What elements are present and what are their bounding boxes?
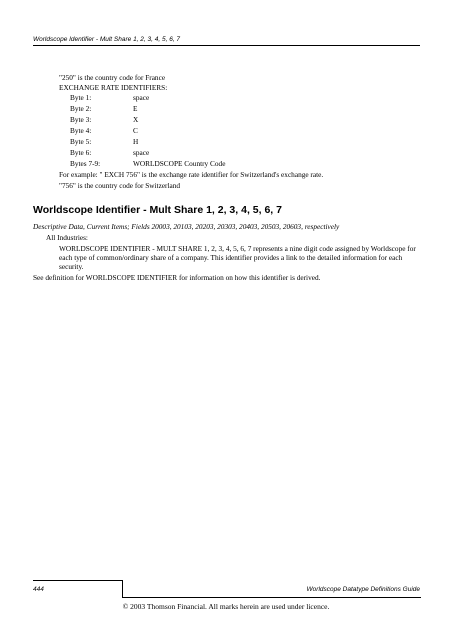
field-descriptor: Descriptive Data, Current Items; Fields 20003, 20103, 20203, 20303, 20403, 20503, 20603, respectively: [33, 222, 340, 231]
byte-label: Byte 3:: [70, 115, 92, 124]
byte-label: Byte 2:: [70, 104, 92, 113]
footer-rule: [122, 597, 421, 598]
byte-label: Byte 4:: [70, 126, 92, 135]
running-header: Worldscope Identifier - Mult Share 1, 2, 3, 4, 5, 6, 7: [33, 36, 181, 43]
copyright-notice: © 2003 Thomson Financial. All marks herein are used under licence.: [122, 602, 330, 611]
switzerland-code-note: "756" is the country code for Switzerland: [59, 181, 181, 190]
byte-label: Byte 6:: [70, 148, 92, 157]
industries-label: All Industries:: [46, 233, 88, 242]
exchange-rate-heading: EXCHANGE RATE IDENTIFIERS:: [59, 83, 168, 92]
byte-value: space: [133, 148, 150, 157]
byte-label: Byte 5:: [70, 137, 92, 146]
see-also-note: See definition for WORLDSCOPE IDENTIFIER for information on how this identifier is derived.: [33, 273, 321, 282]
byte-label: Bytes 7-9:: [70, 159, 101, 168]
france-code-note: "250" is the country code for France: [59, 73, 166, 82]
byte-value: H: [133, 137, 139, 146]
footer-tab-divider: [122, 580, 123, 598]
byte-value: space: [133, 93, 150, 102]
byte-value: X: [133, 115, 139, 124]
byte-value: WORLDSCOPE Country Code: [133, 159, 226, 168]
page-number: 444: [33, 586, 44, 593]
definition-paragraph: WORLDSCOPE IDENTIFIER - MULT SHARE 1, 2, 3, 4, 5, 6, 7 represents a nine digit code assigned by Worldscope for each type of common/ordinary share of a company. This identifier provides a link to the detailed information for each security.: [59, 244, 416, 271]
section-heading: Worldscope Identifier - Mult Share 1, 2, 3, 4, 5, 6, 7: [33, 204, 282, 216]
byte-label: Byte 1:: [70, 93, 92, 102]
footer-rule: [33, 580, 123, 581]
guide-title: Worldscope Datatype Definitions Guide: [306, 586, 420, 593]
exchange-example: For example: " EXCH 756" is the exchange rate identifier for Switzerland's exchange rate.: [59, 170, 324, 179]
header-rule: [33, 45, 420, 46]
byte-value: E: [133, 104, 138, 113]
byte-value: C: [133, 126, 138, 135]
